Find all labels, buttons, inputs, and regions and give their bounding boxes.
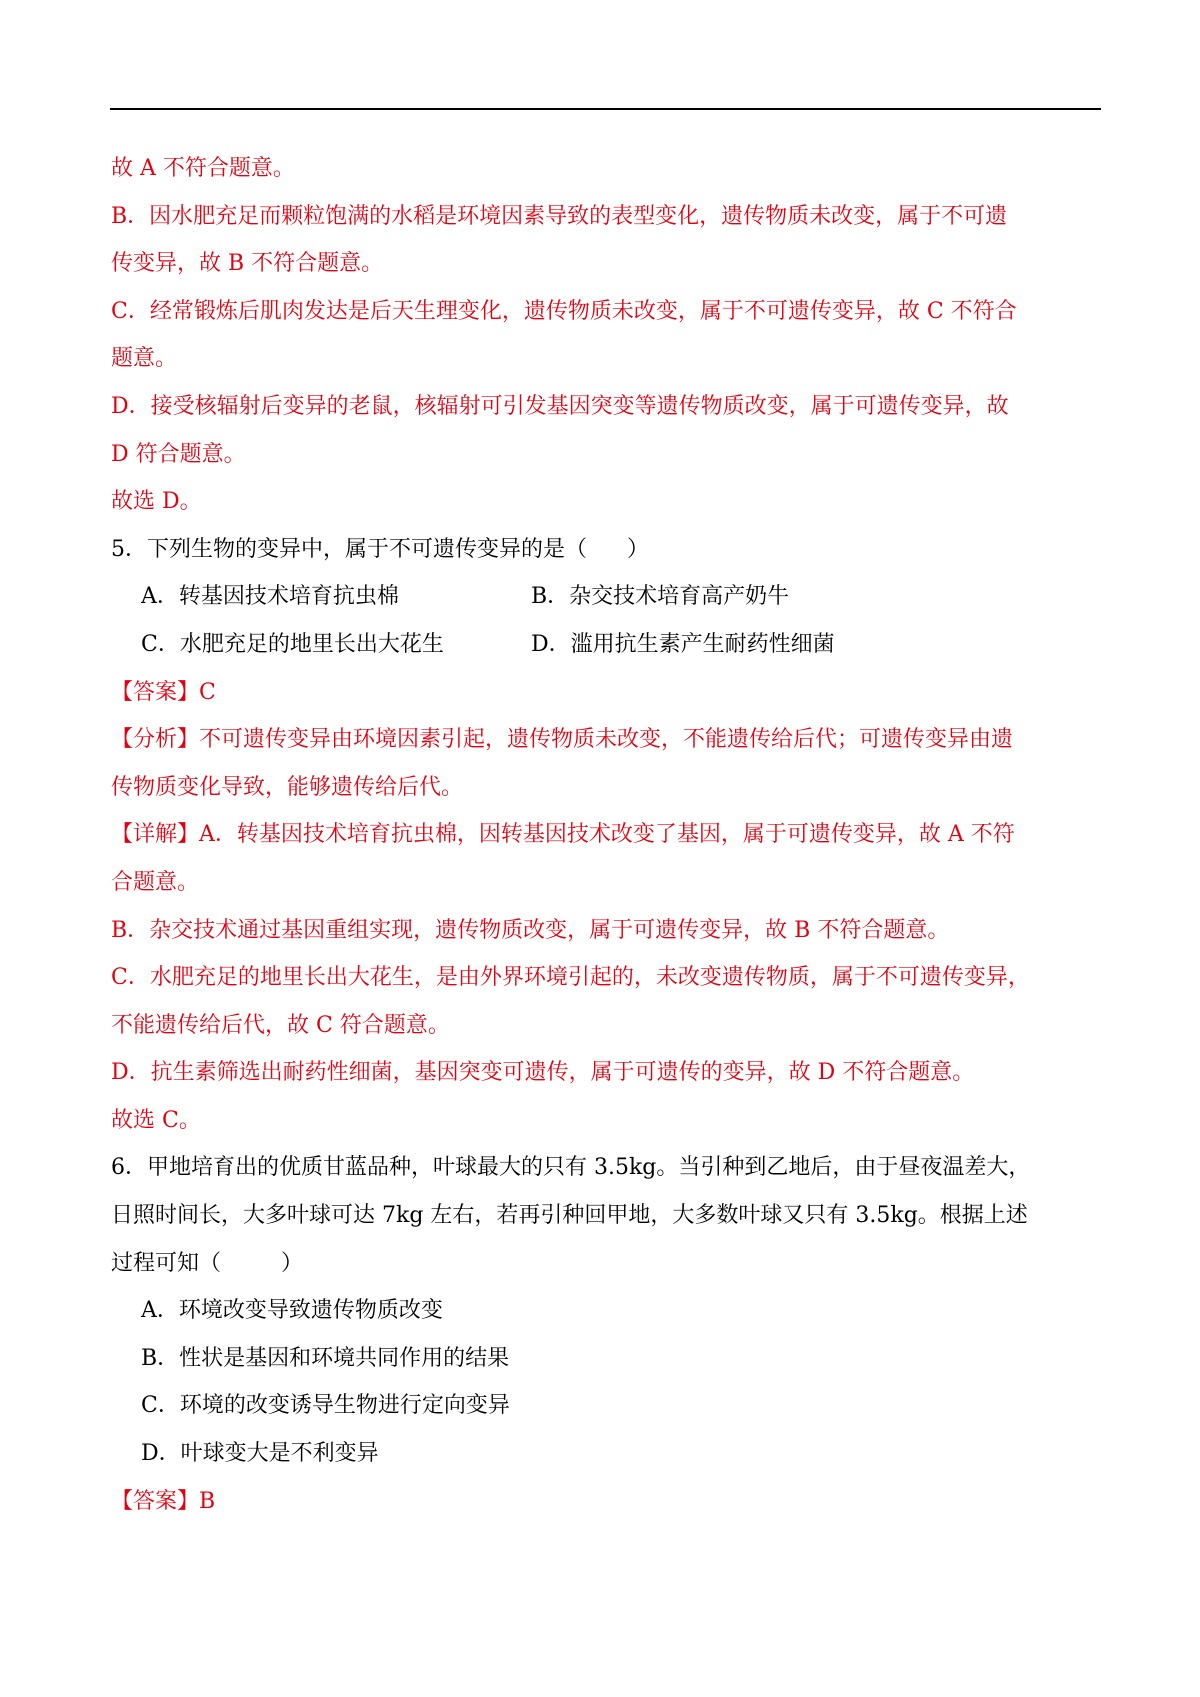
question-6-option-c: C．环境的改变诱导生物进行定向变异 [141,1393,510,1419]
question-5-stem-close: ） [627,536,650,562]
question-6-stem-text: 过程可知（ [111,1250,222,1276]
question-6-stem: 6．甲地培育出的优质甘蓝品种，叶球最大的只有 3.5kg。当引种到乙地后，由于昼夜温差大， [111,1155,1031,1181]
question-5-option-c: C．水肥充足的地里长出大花生 [141,631,444,657]
question-6-option-d: D．叶球变大是不利变异 [141,1441,379,1467]
page-content [111,145,1101,1525]
question-5-analysis: 传物质变化导致，能够遗传给后代。 [111,774,464,800]
prev-explanation-line: 故 A 不符合题意。 [111,156,295,181]
question-5-options-row-1 [111,573,1101,621]
question-5-detail: D．抗生素筛选出耐药性细菌，基因突变可遗传，属于可遗传的变异，故 D 不符合题意。 [111,1060,975,1086]
prev-explanation-line: D 符合题意。 [111,441,246,467]
question-5-detail: 【详解】A．转基因技术培育抗虫棉，因转基因技术改变了基因，属于可遗传变异，故 A 不符 [111,822,1015,848]
question-5-detail: 不能遗传给后代，故 C 符合题意。 [111,1012,450,1038]
question-6-stem: 日照时间长，大多叶球可达 7kg 左右，若再引种回甲地，大多数叶球又只有 3.5kg。根据上述 [111,1203,1028,1229]
question-5-answer: 【答案】C [111,679,216,705]
question-6-answer: 【答案】B [111,1488,216,1514]
question-5-option-d: D．滥用抗生素产生耐药性细菌 [531,631,835,657]
question-5-analysis: 【分析】不可遗传变异由环境因素引起，遗传物质未改变，不能遗传给后代；可遗传变异由遗 [111,727,1014,753]
question-5-option-a: A．转基因技术培育抗虫棉 [141,584,399,610]
question-6-stem [111,1240,1101,1288]
question-5-stem [111,526,1101,574]
question-5-detail: C．水肥充足的地里长出大花生，是由外界环境引起的，未改变遗传物质，属于不可遗传变异， [111,965,1030,991]
question-5-options-row-2 [111,621,1101,669]
prev-conclusion: 故选 D。 [111,489,202,515]
prev-explanation-line: D．接受核辐射后变异的老鼠，核辐射可引发基因突变等遗传物质改变，属于可遗传变异，故 [111,393,1009,419]
prev-explanation-line: 题意。 [111,346,178,372]
prev-explanation-line: 传变异，故 B 不符合题意。 [111,251,384,277]
question-5-option-b: B．杂交技术培育高产奶牛 [531,584,790,610]
question-5-conclusion: 故选 C。 [111,1107,201,1133]
prev-explanation-line: C．经常锻炼后肌肉发达是后天生理变化，遗传物质未改变，属于不可遗传变异，故 C 不符合 [111,298,1017,324]
question-6-option-b: B．性状是基因和环境共同作用的结果 [141,1345,510,1371]
prev-explanation-line: B．因水肥充足而颗粒饱满的水稻是环境因素导致的表型变化，遗传物质未改变，属于不可遗 [111,203,1008,229]
header-rule [110,108,1101,110]
question-6-stem-close: ） [281,1250,304,1276]
question-5-stem-text: 5．下列生物的变异中，属于不可遗传变异的是（ [111,536,587,562]
question-5-detail: 合题意。 [111,869,200,895]
question-5-detail: B．杂交技术通过基因重组实现，遗传物质改变，属于可遗传变异，故 B 不符合题意。 [111,917,950,943]
question-6-option-a: A．环境改变导致遗传物质改变 [141,1298,443,1324]
